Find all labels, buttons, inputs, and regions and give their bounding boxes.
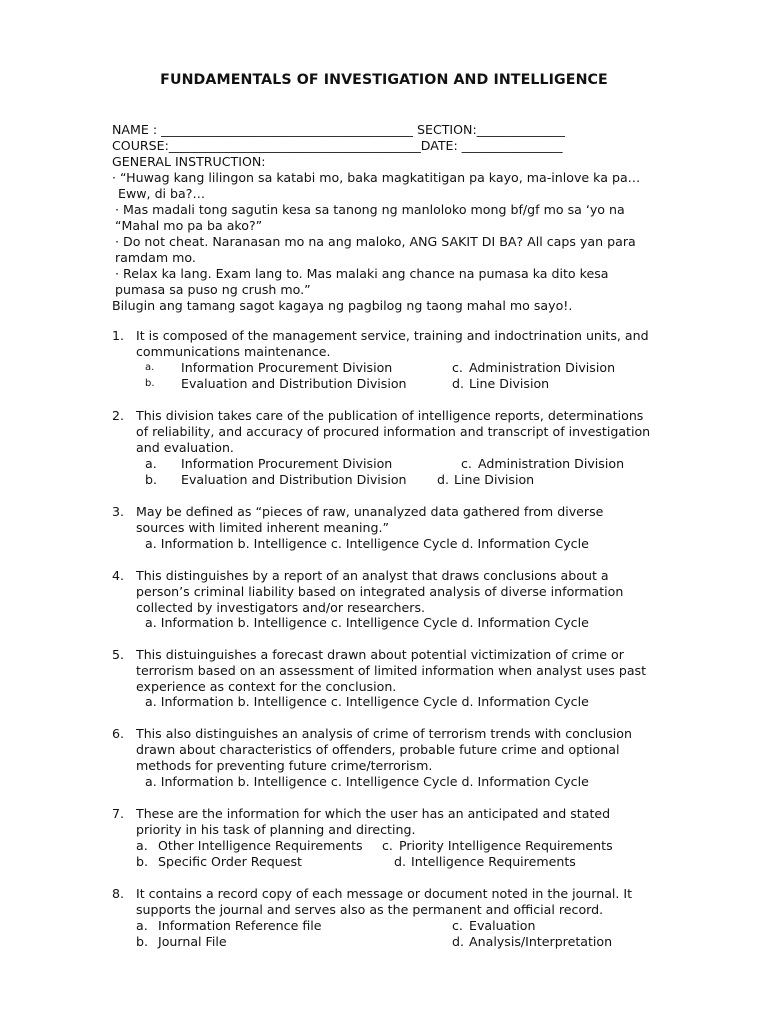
question-text: of reliability, and accuracy of procured information and transcript of investigation — [136, 424, 651, 439]
question-text: person’s criminal liability based on integrated analysis of diverse information — [136, 584, 624, 599]
question-text: collected by investigators and/or researchers. — [136, 600, 426, 615]
option-letter: d. — [394, 854, 406, 869]
question-text: It is composed of the management service, training and indoctrination units, and — [136, 328, 649, 343]
question-text: terrorism based on an assessment of limited information when analyst uses past — [136, 663, 647, 678]
question-number: 2. — [112, 408, 125, 423]
option-letter: c. — [452, 918, 463, 933]
question-number: 3. — [112, 504, 125, 519]
course-date-line: COURSE:________________________________________DATE: ________________ — [112, 138, 563, 153]
option-letter: d. — [452, 934, 464, 949]
option-d[interactable]: Line Division — [469, 376, 550, 391]
option-letter: c. — [452, 360, 463, 375]
option-letter: b. — [136, 934, 148, 949]
question-number: 7. — [112, 806, 125, 821]
option-a[interactable]: Other Intelligence Requirements — [158, 838, 363, 853]
options-line[interactable]: a. Information b. Intelligence c. Intelligence Cycle d. Information Cycle — [145, 536, 589, 551]
option-letter: a. — [145, 362, 155, 373]
question-text: This distinguishes by a report of an analyst that draws conclusions about a — [136, 568, 609, 583]
general-instruction-heading: GENERAL INSTRUCTION: — [112, 154, 266, 169]
instruction-line: · “Huwag kang lilingon sa katabi mo, baka magkatitigan pa kayo, ma-inlove ka pa… — [112, 170, 641, 185]
option-c[interactable]: Administration Division — [469, 360, 616, 375]
question-text: This distuinguishes a forecast drawn about potential victimization of crime or — [136, 647, 624, 662]
instruction-line: “Mahal mo pa ba ako?” — [115, 218, 263, 233]
option-b[interactable]: Evaluation and Distribution Division — [181, 376, 407, 391]
question-text: supports the journal and serves also as the permanent and official record. — [136, 902, 604, 917]
instruction-line: ramdam mo. — [115, 250, 196, 265]
question-text: May be defined as “pieces of raw, unanalyzed data gathered from diverse — [136, 504, 604, 519]
question-number: 5. — [112, 647, 125, 662]
instruction-line: · Mas madali tong sagutin kesa sa tanong ng manloloko mong bf/gf mo sa ‘yo na — [115, 202, 625, 217]
question-number: 4. — [112, 568, 125, 583]
instruction-line: Bilugin ang tamang sagot kagaya ng pagbilog ng taong mahal mo sayo!. — [112, 298, 573, 313]
option-letter: c. — [461, 456, 472, 471]
options-line[interactable]: a. Information b. Intelligence c. Intelligence Cycle d. Information Cycle — [145, 694, 589, 709]
option-letter: a. — [145, 456, 157, 471]
question-number: 6. — [112, 726, 125, 741]
option-letter: a. — [136, 918, 148, 933]
page-title: FUNDAMENTALS OF INVESTIGATION AND INTELLIGENCE — [160, 72, 608, 88]
question-text: experience as context for the conclusion. — [136, 679, 397, 694]
instruction-line: Eww, di ba?… — [118, 186, 206, 201]
question-text: methods for preventing future crime/terrorism. — [136, 758, 433, 773]
option-c[interactable]: Evaluation — [469, 918, 536, 933]
option-a[interactable]: Information Reference file — [158, 918, 322, 933]
option-d[interactable]: Line Division — [454, 472, 535, 487]
question-text: These are the information for which the user has an anticipated and stated — [136, 806, 611, 821]
question-text: sources with limited inherent meaning.” — [136, 520, 390, 535]
question-number: 8. — [112, 886, 125, 901]
question-text: communications maintenance. — [136, 344, 331, 359]
option-letter: d. — [452, 376, 464, 391]
option-letter: a. — [136, 838, 148, 853]
option-d[interactable]: Analysis/Interpretation — [469, 934, 613, 949]
option-b[interactable]: Specific Order Request — [158, 854, 302, 869]
option-c[interactable]: Administration Division — [478, 456, 625, 471]
question-text: This also distinguishes an analysis of crime of terrorism trends with conclusion — [136, 726, 632, 741]
option-c[interactable]: Priority Intelligence Requirements — [399, 838, 613, 853]
instruction-line: · Relax ka lang. Exam lang to. Mas malaki ang chance na pumasa ka dito kesa — [115, 266, 609, 281]
options-line[interactable]: a. Information b. Intelligence c. Intelligence Cycle d. Information Cycle — [145, 615, 589, 630]
instruction-line: pumasa sa puso ng crush mo.” — [115, 282, 311, 297]
option-letter: b. — [145, 472, 157, 487]
option-d[interactable]: Intelligence Requirements — [411, 854, 576, 869]
option-letter: d. — [437, 472, 449, 487]
options-line[interactable]: a. Information b. Intelligence c. Intelligence Cycle d. Information Cycle — [145, 774, 589, 789]
question-text: priority in his task of planning and directing. — [136, 822, 416, 837]
question-number: 1. — [112, 328, 125, 343]
option-letter: b. — [145, 378, 155, 389]
option-a[interactable]: Information Procurement Division — [181, 360, 393, 375]
instruction-line: · Do not cheat. Naranasan mo na ang maloko, ANG SAKIT DI BA? All caps yan para — [115, 234, 636, 249]
option-letter: c. — [382, 838, 393, 853]
option-a[interactable]: Information Procurement Division — [181, 456, 393, 471]
name-section-line: NAME : ________________________________________ SECTION:______________ — [112, 122, 565, 137]
option-letter: b. — [136, 854, 148, 869]
question-text: This division takes care of the publication of intelligence reports, determinations — [136, 408, 644, 423]
question-text: drawn about characteristics of offenders, probable future crime and optional — [136, 742, 620, 757]
option-b[interactable]: Evaluation and Distribution Division — [181, 472, 407, 487]
question-text: It contains a record copy of each message or document noted in the journal. It — [136, 886, 633, 901]
option-b[interactable]: Journal File — [158, 934, 227, 949]
question-text: and evaluation. — [136, 440, 234, 455]
